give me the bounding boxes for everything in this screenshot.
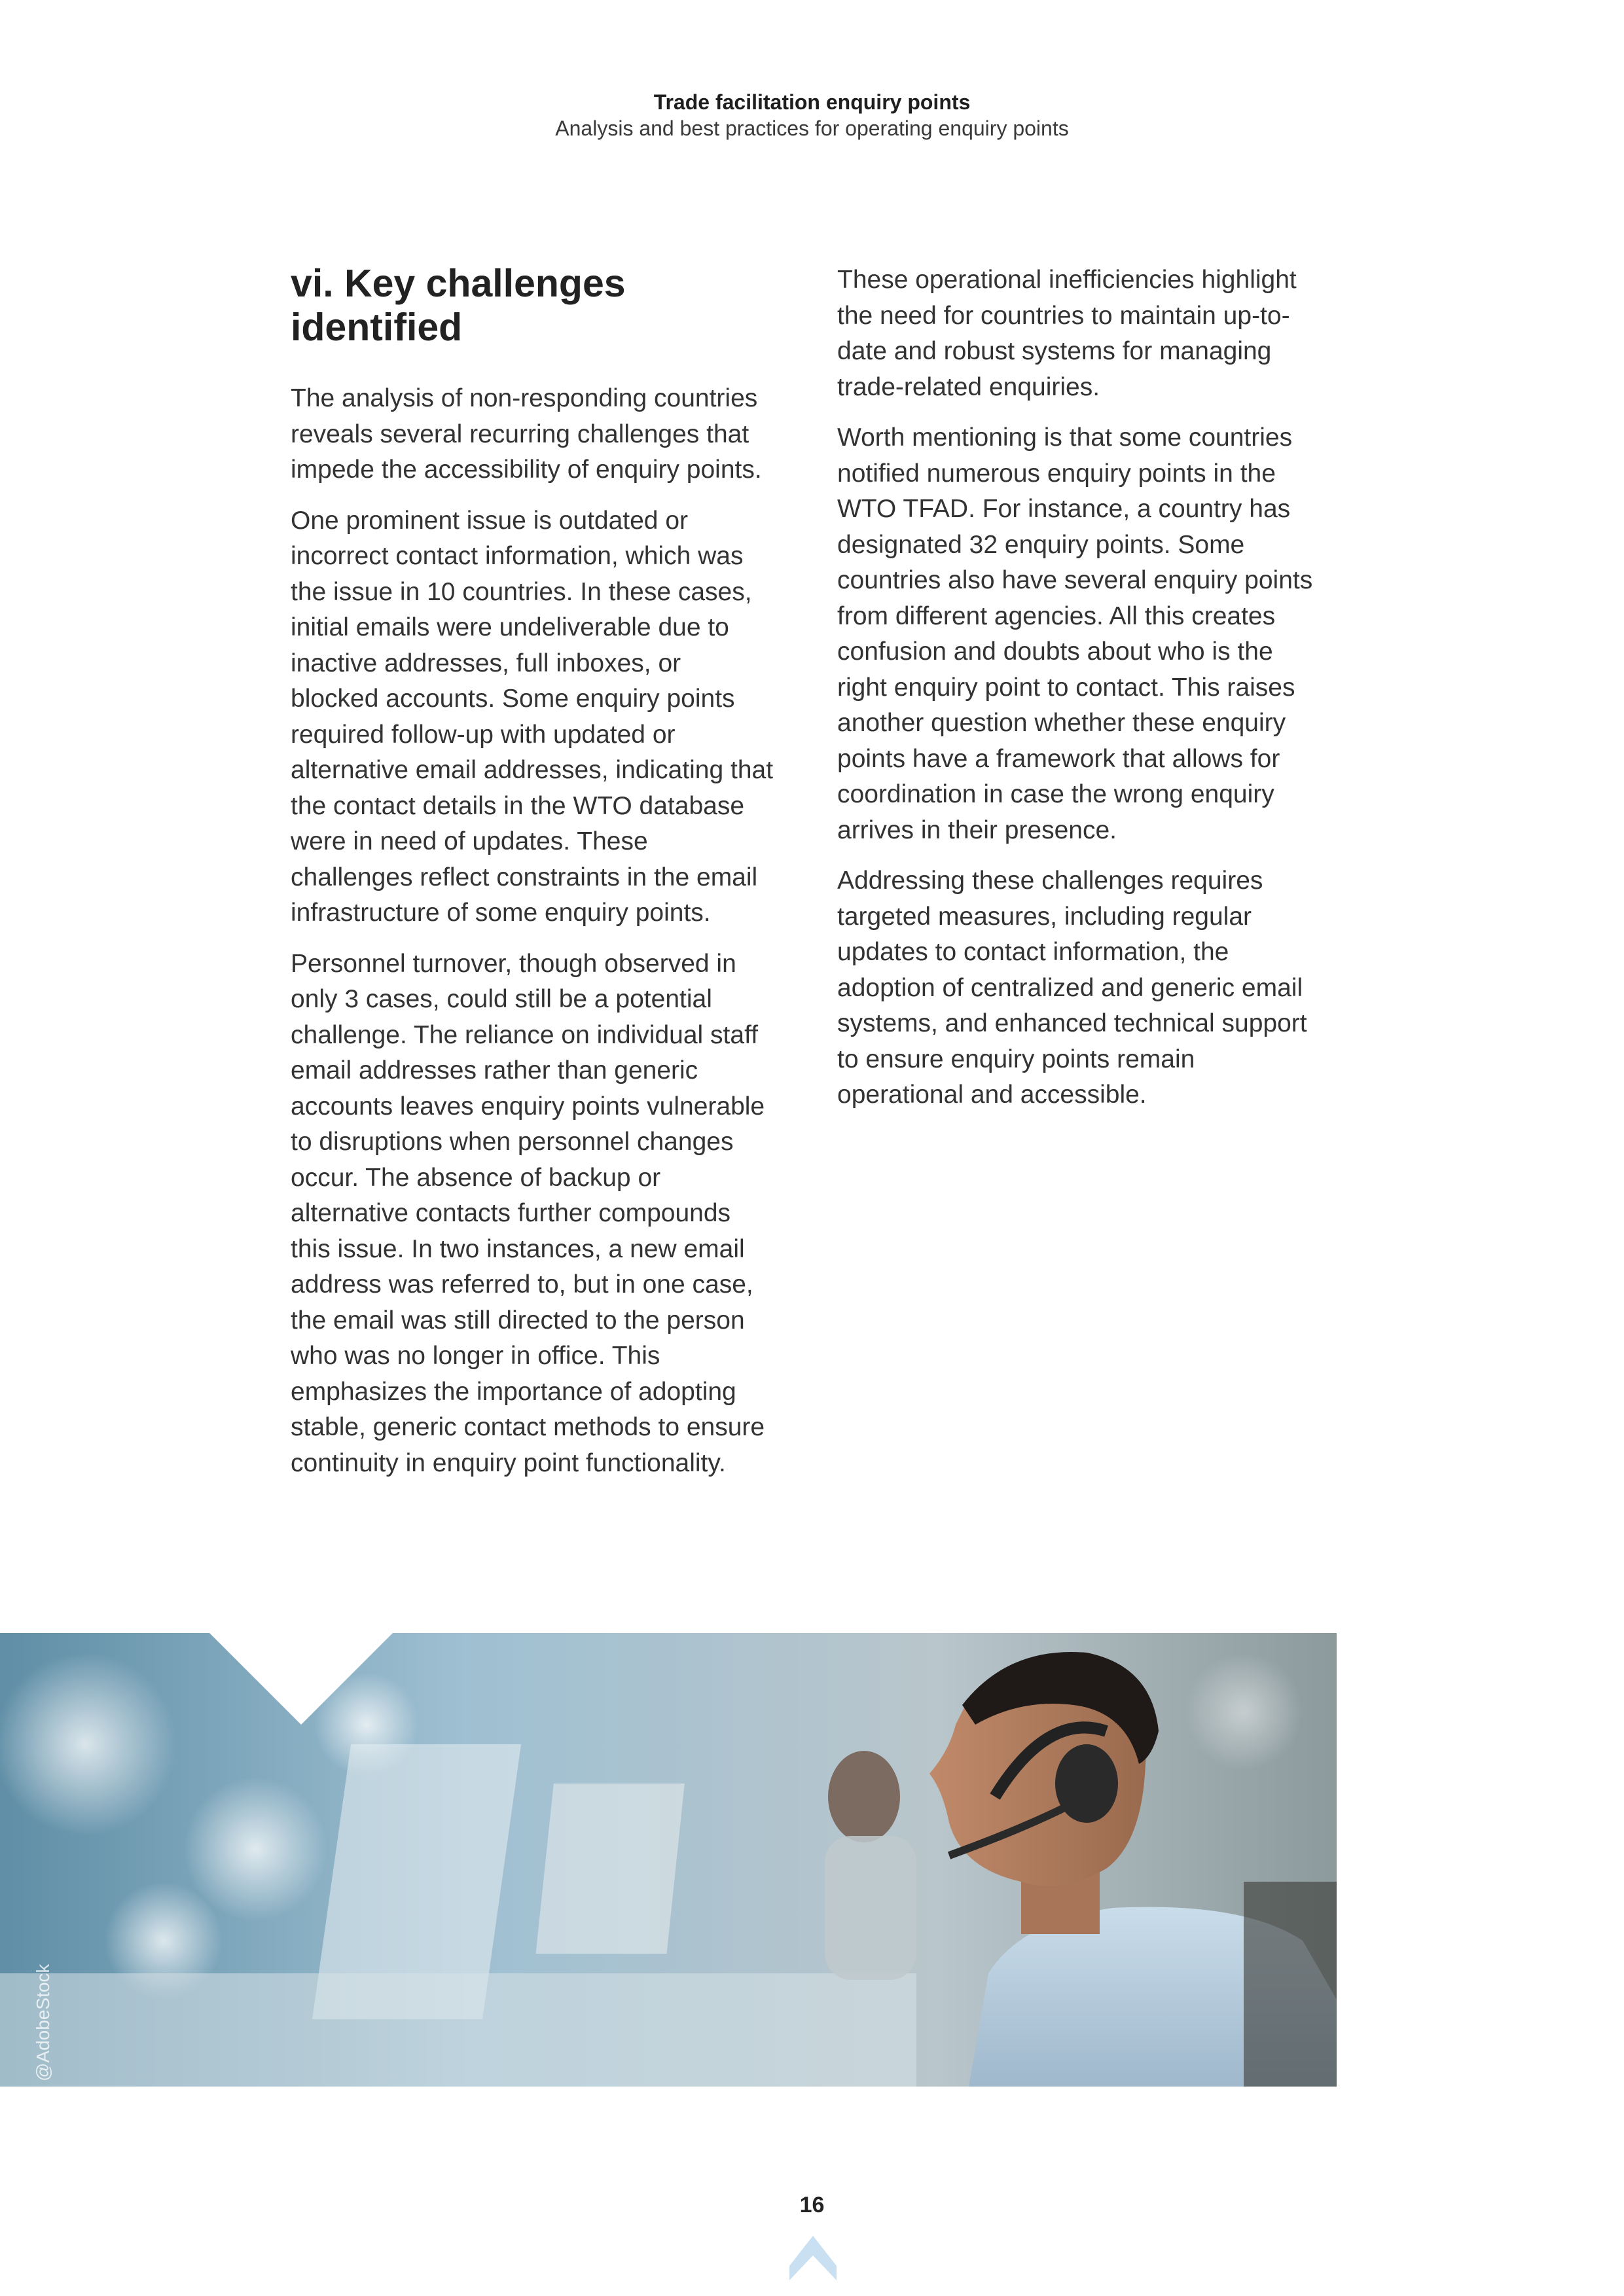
section-heading: vi. Key challenges identified: [291, 262, 626, 349]
right-paragraph-2: Worth mentioning is that some countries notified numerous enquiry points in the WTO TFAD. For instance, a country has designated 32 enquiry points. Some countries also have several enquiry points from different agencies. All this creates confusion and doubts about who is the right enquiry point to contact. This raises another question whether these enquiry points have a framework that allows for coordination in case the wrong enquiry arrives in their presence.: [837, 423, 1313, 844]
left-paragraph-3: Personnel turnover, though observed in only 3 cases, could still be a potential challenge. The reliance on individual staff email addresses rather than generic accounts leaves enquiry points vulnerable to disruptions when personnel changes occur. The absence of backup or alternative contacts further compounds this issue. In two instances, a new email address was referred to, but in one case, the email was still directed to the person who was no longer in office. This emphasizes the importance of adopting stable, generic contact methods to ensure continuity in enquiry point functionality.: [291, 949, 765, 1477]
right-column: [837, 262, 1322, 1128]
call-center-photo: [0, 1633, 1337, 2087]
right-paragraph-1: These operational inefficiencies highlight the need for countries to maintain up-to-date and robust systems for managing trade-related enquiries.: [837, 266, 1297, 401]
page-number: 16: [799, 2193, 825, 2217]
photo-credit: @AdobeStock: [33, 1964, 53, 2081]
right-paragraph-3: Addressing these challenges requires targeted measures, including regular updates to contact information, the adoption of centralized and generic email systems, and enhanced technical support to ensure enquiry points remain operational and accessible.: [837, 867, 1307, 1109]
back-to-top-icon[interactable]: [787, 2232, 839, 2284]
photo-illustration: [0, 1633, 1337, 2087]
running-header: [0, 89, 1624, 141]
header-subtitle: Analysis and best practices for operating enquiry points: [555, 117, 1069, 140]
header-title: Trade facilitation enquiry points: [653, 90, 971, 114]
left-paragraph-1: The analysis of non-responding countries reveals several recurring challenges that impede the accessibility of enquiry points.: [291, 384, 762, 484]
left-paragraph-2: One prominent issue is outdated or incorrect contact information, which was the issue in 10 countries. In these cases, initial emails were undeliverable due to inactive addresses, full inboxes, or blocked accounts. Some enquiry points required follow-up with updated or alternative email addresses, indicating that the contact details in the WTO database were in need of updates. These challenges reflect constraints in the email infrastructure of some enquiry points.: [291, 506, 774, 927]
left-column: [291, 262, 775, 1496]
